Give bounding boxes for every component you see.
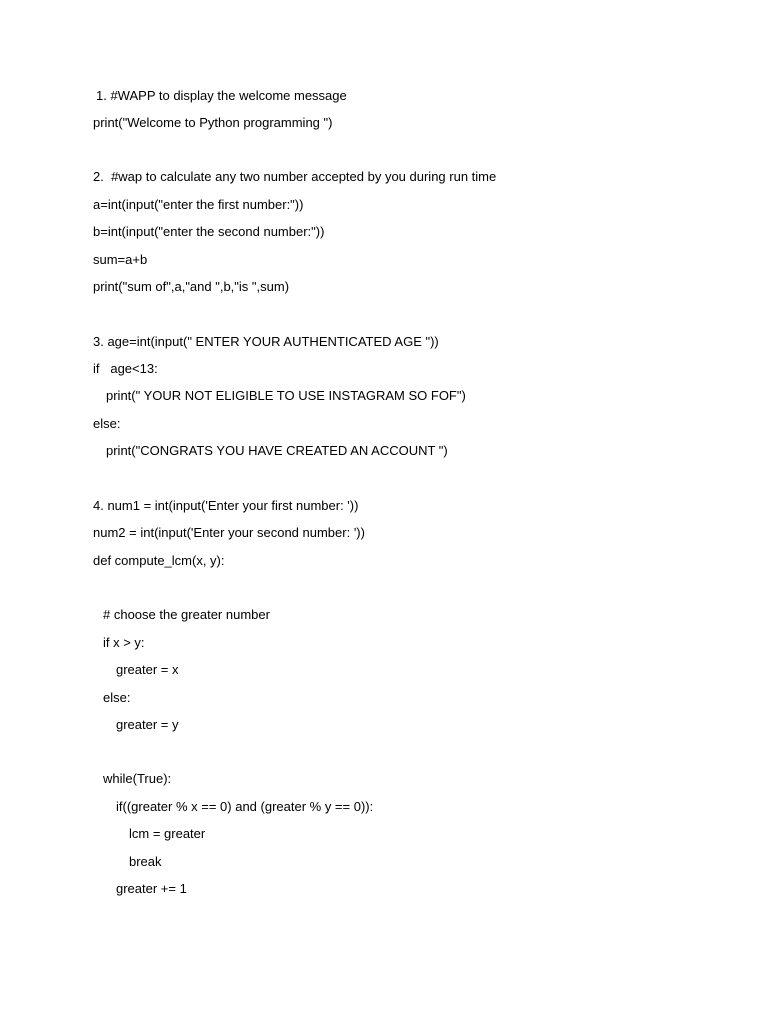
- code-line: num2 = int(input('Enter your second number: ')): [93, 525, 365, 540]
- code-line: print(" YOUR NOT ELIGIBLE TO USE INSTAGRAM SO FOF"): [106, 388, 466, 403]
- code-line: while(True):: [103, 771, 172, 786]
- code-line: print("Welcome to Python programming "): [93, 115, 333, 130]
- code-line: break: [129, 854, 162, 869]
- code-comment: # choose the greater number: [103, 607, 270, 622]
- code-line: if((greater % x == 0) and (greater % y == 0)):: [116, 799, 374, 814]
- program-4-heading: 4. num1 = int(input('Enter your first number: ')): [93, 498, 359, 513]
- program-3-heading: 3. age=int(input(" ENTER YOUR AUTHENTICATED AGE ")): [93, 334, 439, 349]
- code-line: print("sum of",a,"and ",b,"is ",sum): [93, 279, 290, 294]
- code-line: greater += 1: [116, 881, 187, 896]
- code-line: b=int(input("enter the second number:")): [93, 224, 325, 239]
- code-line: greater = y: [116, 717, 179, 732]
- code-line: a=int(input("enter the first number:")): [93, 197, 304, 212]
- program-2-heading: 2. #wap to calculate any two number accepted by you during run time: [93, 169, 497, 184]
- code-line: greater = x: [116, 662, 179, 677]
- code-line: print("CONGRATS YOU HAVE CREATED AN ACCOUNT "): [106, 443, 448, 458]
- program-1-heading: 1. #WAPP to display the welcome message: [96, 88, 347, 103]
- code-line: if age<13:: [93, 361, 158, 376]
- code-line: def compute_lcm(x, y):: [93, 553, 225, 568]
- code-line: else:: [103, 690, 131, 705]
- code-line: if x > y:: [103, 635, 145, 650]
- code-line: lcm = greater: [129, 826, 206, 841]
- code-line: sum=a+b: [93, 252, 148, 267]
- code-line: else:: [93, 416, 121, 431]
